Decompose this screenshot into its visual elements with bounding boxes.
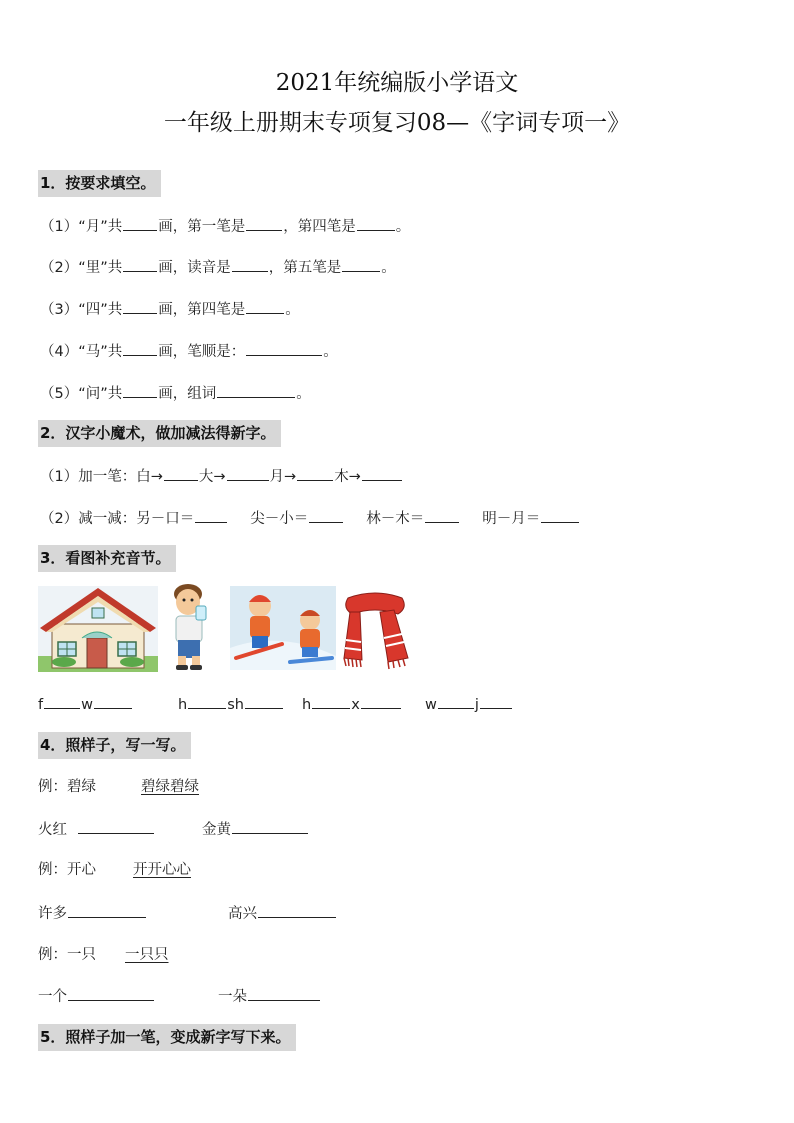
pinyin-text: x [351, 697, 360, 713]
answer-blank[interactable] [123, 340, 157, 356]
q-text: 。 [381, 260, 396, 276]
section-2-heading: 2．汉字小魔术，做加减法得新字。 [38, 420, 281, 447]
q-text: （5）“问”共 [40, 386, 123, 402]
answer-blank[interactable] [246, 215, 282, 231]
pinyin-text: w [81, 697, 93, 713]
answer-blank[interactable] [246, 340, 322, 356]
answer-blank[interactable] [78, 818, 154, 834]
boy-drinking-image [160, 580, 222, 672]
q-text: 大→ [198, 469, 226, 485]
answer-blank[interactable] [68, 985, 154, 1001]
example-3-answer: 一只只 [125, 947, 169, 963]
answer-blank[interactable] [232, 256, 268, 272]
question-1-2 [40, 256, 396, 278]
q-text: （2）“里”共 [40, 260, 123, 276]
q-text: （2）减一减：另－口＝ [40, 511, 195, 527]
q-text: 画，第一笔是 [158, 219, 246, 235]
question-1-5 [40, 382, 311, 404]
kids-skiing-image [230, 586, 336, 670]
answer-blank[interactable] [342, 256, 380, 272]
question-2-1 [40, 465, 403, 487]
word-item-2 [202, 818, 309, 840]
pinyin-text: f [38, 697, 44, 713]
word-item-6 [218, 985, 321, 1007]
question-1-1 [40, 215, 410, 237]
answer-blank[interactable] [541, 507, 579, 523]
example-3-label: 例：一只 [38, 947, 96, 963]
section-3-heading: 3．看图补充音节。 [38, 545, 176, 572]
answer-blank[interactable] [425, 507, 459, 523]
answer-blank[interactable] [438, 693, 474, 709]
q-text: 画，第四笔是 [158, 302, 246, 318]
q-text: （1）加一笔：白→ [40, 469, 163, 485]
q-text: 林－木＝ [366, 511, 425, 527]
answer-blank[interactable] [217, 382, 295, 398]
answer-blank[interactable] [188, 693, 226, 709]
q-text: （1）“月”共 [40, 219, 123, 235]
word-item-1 [38, 818, 155, 840]
pinyin-text: h [302, 697, 312, 713]
answer-blank[interactable] [123, 256, 157, 272]
pinyin-item-4 [425, 693, 513, 715]
section-1-heading: 1．按要求填空。 [38, 170, 161, 197]
q-text: ，第四笔是 [283, 219, 356, 235]
answer-blank[interactable] [248, 985, 320, 1001]
answer-blank[interactable] [362, 465, 402, 481]
answer-blank[interactable] [123, 382, 157, 398]
word-text: 高兴 [228, 906, 257, 922]
answer-blank[interactable] [297, 465, 333, 481]
word-text: 一朵 [218, 989, 247, 1005]
answer-blank[interactable] [258, 902, 336, 918]
answer-blank[interactable] [44, 693, 80, 709]
example-1-answer: 碧绿碧绿 [141, 779, 199, 795]
document-title-line2: 一年级上册期末专项复习08—《字词专项一》 [163, 110, 631, 136]
pinyin-text: h [178, 697, 188, 713]
answer-blank[interactable] [123, 215, 157, 231]
q-text: ，第五笔是 [268, 260, 342, 276]
word-text: 火红 [38, 822, 67, 838]
scarf-image [338, 588, 412, 670]
q-text: 画，读音是 [158, 260, 231, 276]
q-text: 画，组词 [158, 386, 217, 402]
answer-blank[interactable] [246, 298, 284, 314]
q-text: 月→ [269, 469, 297, 485]
answer-blank[interactable] [227, 465, 269, 481]
house-image [38, 586, 158, 672]
word-text: 一个 [38, 989, 67, 1005]
answer-blank[interactable] [94, 693, 132, 709]
word-text: 金黄 [202, 822, 231, 838]
question-1-3 [40, 298, 300, 320]
q-text: （3）“四”共 [40, 302, 123, 318]
answer-blank[interactable] [357, 215, 395, 231]
word-item-5 [38, 985, 155, 1007]
pinyin-item-3 [302, 693, 402, 715]
answer-blank[interactable] [68, 902, 146, 918]
pinyin-item-1 [38, 693, 133, 715]
document-title-line1: 2021年统编版小学语文 [275, 70, 519, 96]
answer-blank[interactable] [123, 298, 157, 314]
example-1-label: 例：碧绿 [38, 779, 96, 795]
section-4-heading: 4．照样子，写一写。 [38, 732, 191, 759]
q-text: 。 [296, 386, 311, 402]
answer-blank[interactable] [361, 693, 401, 709]
answer-blank[interactable] [164, 465, 198, 481]
q-text: 尖－小＝ [250, 511, 309, 527]
q-text: 。 [395, 219, 411, 235]
q-text: 明－月＝ [482, 511, 541, 527]
answer-blank[interactable] [480, 693, 512, 709]
answer-blank[interactable] [312, 693, 350, 709]
pinyin-text: sh [227, 697, 244, 713]
answer-blank[interactable] [232, 818, 308, 834]
q-text: 画，笔顺是： [158, 344, 246, 360]
section-5-heading: 5．照样子加一笔，变成新字写下来。 [38, 1024, 296, 1051]
answer-blank[interactable] [245, 693, 283, 709]
question-1-4 [40, 340, 338, 362]
pinyin-item-2 [178, 693, 284, 715]
word-item-4 [228, 902, 337, 924]
example-2-answer: 开开心心 [133, 862, 191, 878]
word-text: 许多 [38, 906, 67, 922]
pinyin-text: w [425, 697, 437, 713]
q-text: 木→ [334, 469, 361, 485]
word-item-3 [38, 902, 147, 924]
q-text: 。 [285, 302, 300, 318]
pinyin-text: j [474, 697, 479, 713]
answer-blank[interactable] [309, 507, 343, 523]
answer-blank[interactable] [195, 507, 227, 523]
q-text: 。 [323, 344, 338, 360]
example-2-label: 例：开心 [38, 862, 96, 878]
q-text: （4）“马”共 [40, 344, 123, 360]
question-2-2 [40, 507, 580, 529]
